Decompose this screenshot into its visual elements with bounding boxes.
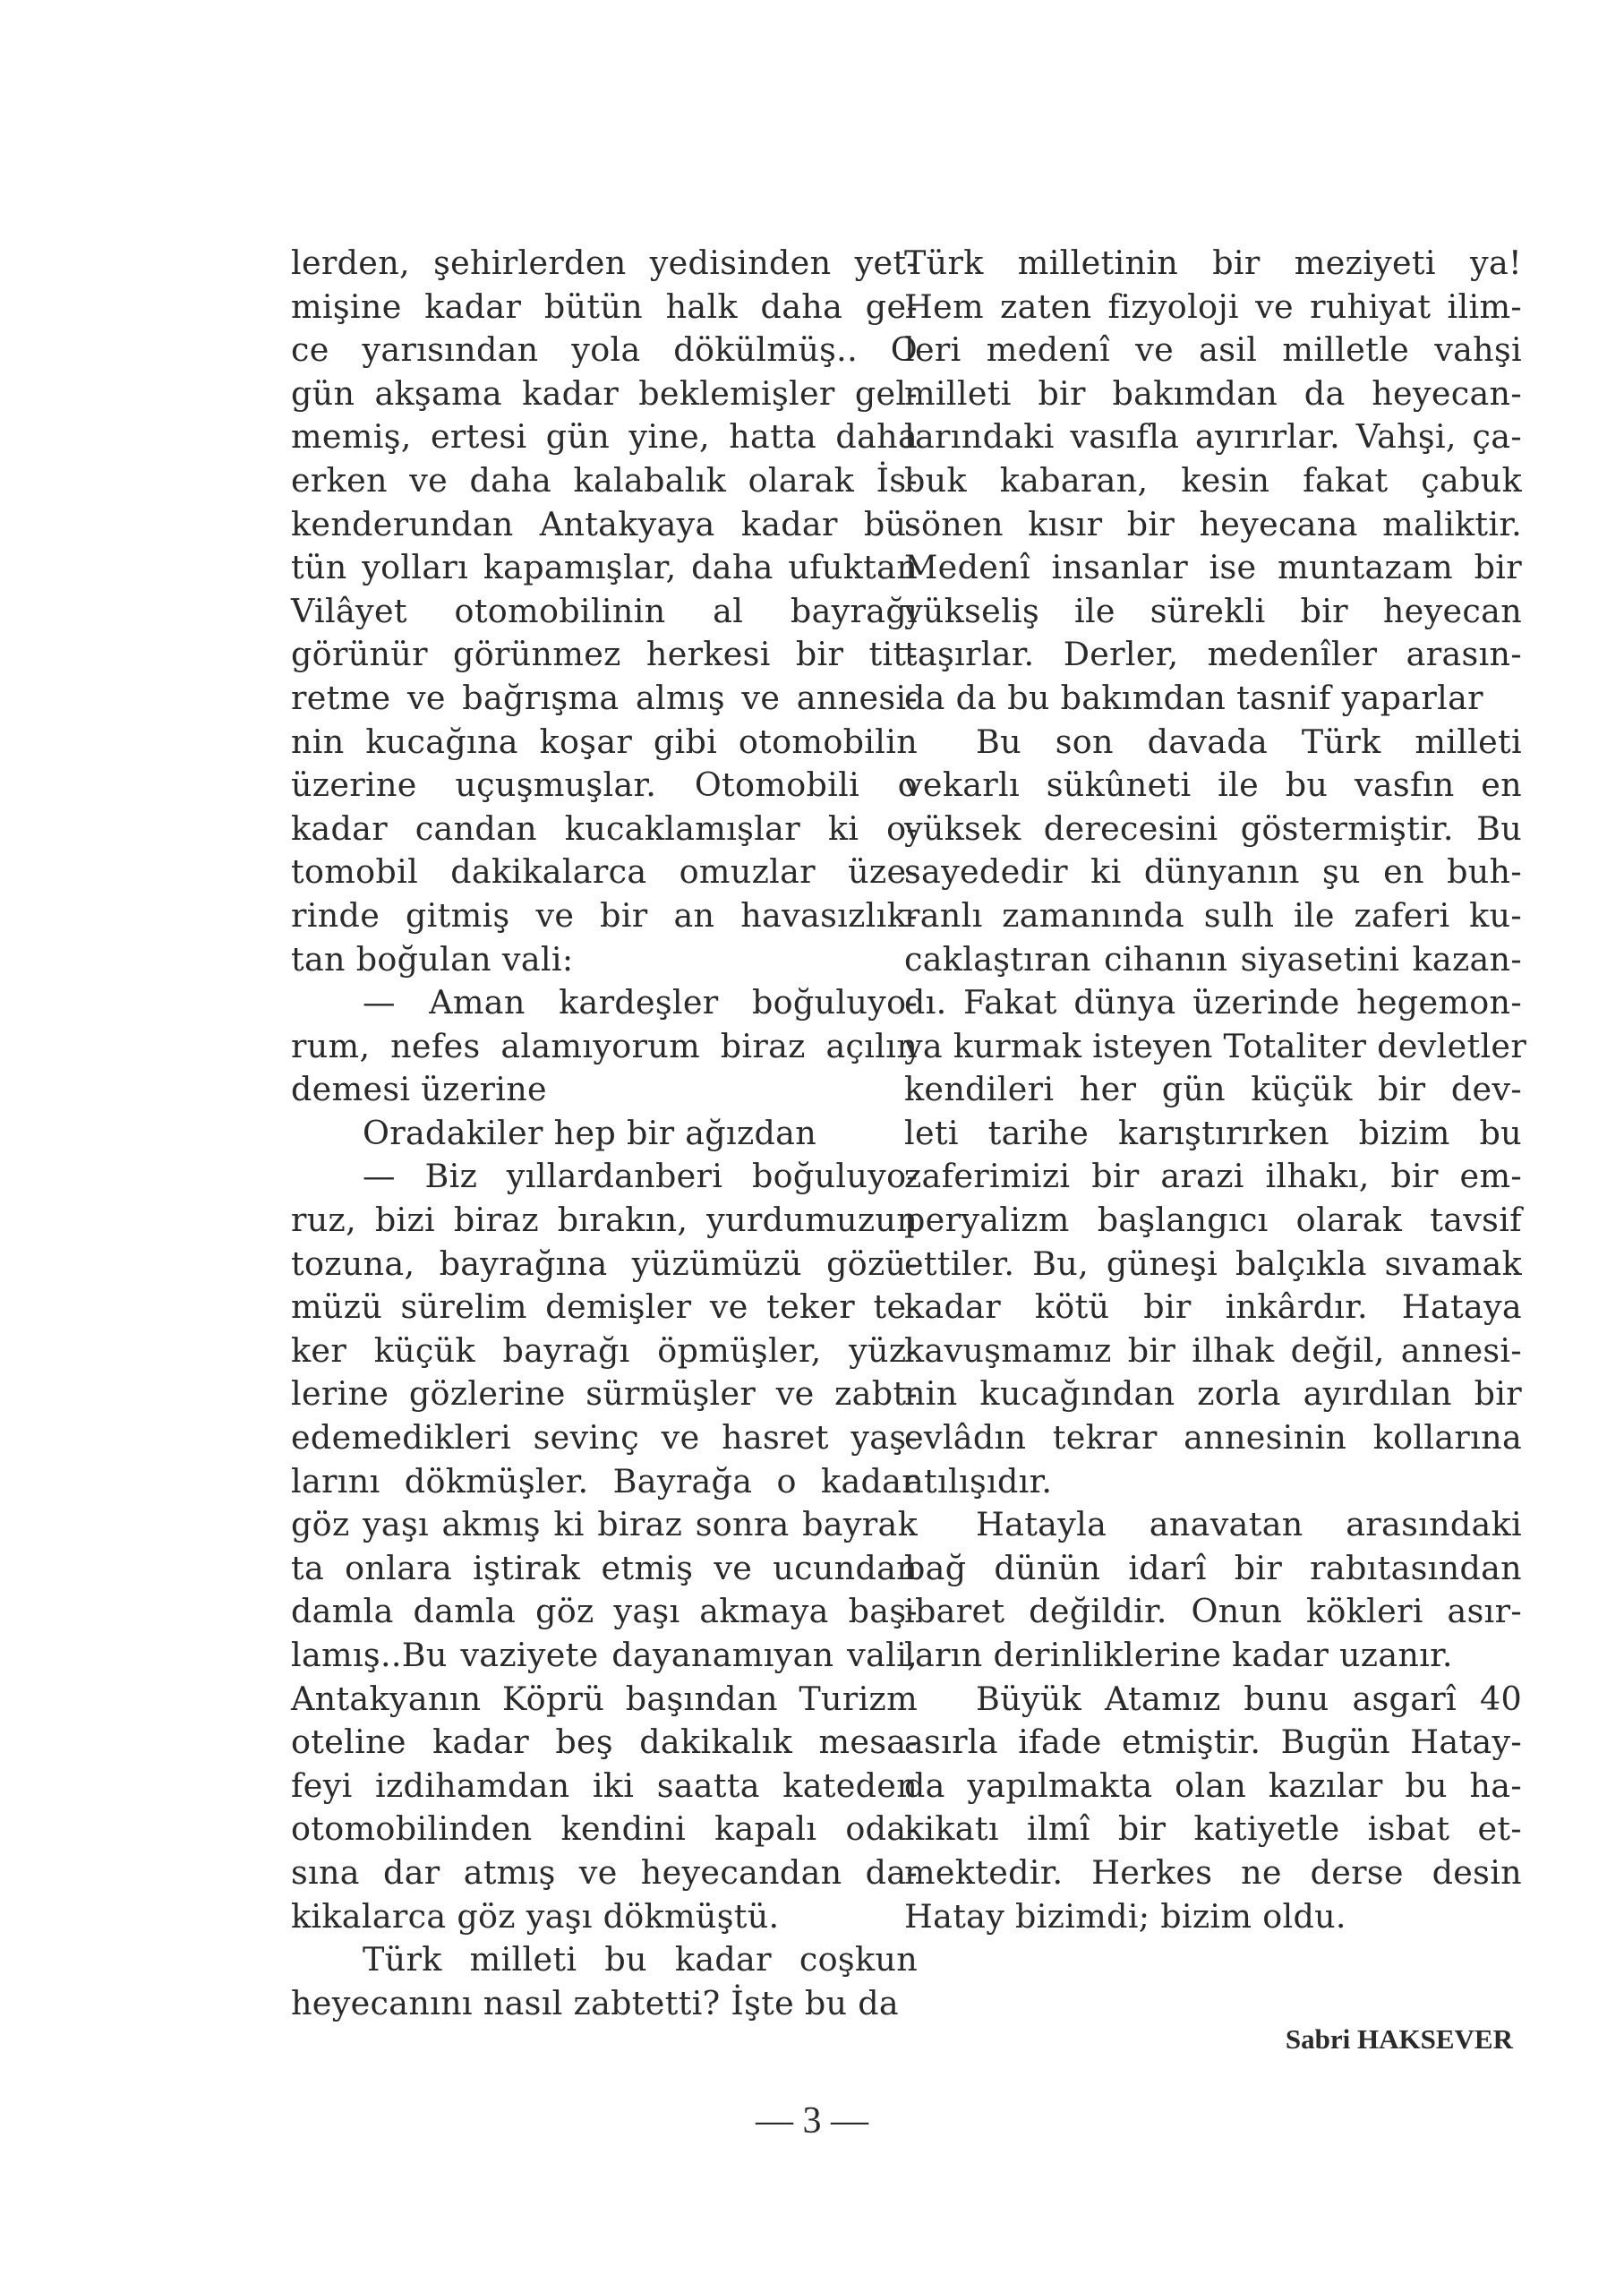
text-line: Büyük Atamız bunu asgarî 40 bbox=[976, 1679, 1522, 1718]
text-line: ce yarısından yola dökülmüş.. O bbox=[291, 330, 918, 370]
text-line: otomobilinden kendini kapalı oda- bbox=[291, 1809, 918, 1849]
text-line: kadar candan kucaklamışlar ki o- bbox=[291, 808, 918, 848]
text-line: Türk milleti bu kadar coşkun bbox=[363, 1940, 918, 1979]
text-line: ker küçük bayrağı öpmüşler, yüz- bbox=[291, 1330, 918, 1370]
text-line: lerine gözlerine sürmüşler ve zabt- bbox=[291, 1374, 918, 1414]
text-line: heyecanını nasıl zabtetti? İşte bu da bbox=[291, 1983, 899, 2022]
text-line: damla damla göz yaşı akmaya baş- bbox=[291, 1592, 918, 1631]
text-line: larındaki vasıfla ayırırlar. Vahşi, ça- bbox=[904, 417, 1522, 457]
text-line: yükseliş ile sürekli bir heyecan bbox=[904, 591, 1522, 630]
text-line: — Aman kardeşler boğuluyo- bbox=[363, 983, 918, 1022]
text-line: demesi üzerine bbox=[291, 1070, 547, 1109]
text-line: peryalizm başlangıcı olarak tavsif bbox=[904, 1201, 1522, 1240]
text-line: kikalarca göz yaşı dökmüştü. bbox=[291, 1896, 780, 1936]
text-line: oteline kadar beş dakikalık mesa- bbox=[291, 1723, 918, 1762]
text-line: vekarlı sükûneti ile bu vasfın en bbox=[904, 765, 1522, 805]
text-line: ranlı zamanında sulh ile zaferi ku- bbox=[904, 895, 1522, 935]
text-line: tomobil dakikalarca omuzlar üze- bbox=[291, 852, 918, 892]
text-line: milleti bir bakımdan da heyecan- bbox=[904, 373, 1522, 413]
text-line: tan boğulan vali: bbox=[291, 939, 574, 979]
text-line: Bu son davada Türk milleti bbox=[976, 722, 1522, 761]
text-line: üzerine uçuşmuşlar. Otomobili o bbox=[291, 765, 918, 805]
text-line: rum, nefes alamıyorum biraz açılın bbox=[291, 1026, 918, 1065]
text-line: ta onlara iştirak etmiş ve ucundan bbox=[291, 1548, 918, 1587]
text-line: ettiler. Bu, güneşi balçıkla sıvamak bbox=[904, 1244, 1522, 1283]
text-line: larını dökmüşler. Bayrağa o kadar bbox=[291, 1461, 918, 1500]
text-line: leri medenî ve asil milletle vahşi bbox=[904, 330, 1522, 370]
text-line: dı. Fakat dünya üzerinde hegemon- bbox=[904, 983, 1522, 1022]
text-line: Oradakiler hep bir ağızdan bbox=[363, 1113, 817, 1152]
text-line: tozuna, bayrağına yüzümüzü gözü- bbox=[291, 1244, 918, 1283]
text-line: Vilâyet otomobilinin al bayrağı bbox=[291, 591, 918, 630]
author-signature: Sabri HAKSEVER bbox=[1285, 2023, 1513, 2055]
text-line: memiş, ertesi gün yine, hatta daha bbox=[291, 417, 918, 457]
text-line: mektedir. Herkes ne derse desin bbox=[904, 1852, 1522, 1892]
text-line: asırla ifade etmiştir. Bugün Hatay- bbox=[904, 1723, 1522, 1762]
text-line: kenderundan Antakyaya kadar bü- bbox=[291, 504, 918, 543]
text-line: mişine kadar bütün halk daha ge- bbox=[291, 286, 918, 326]
text-line: evlâdın tekrar annesinin kollarına bbox=[904, 1418, 1522, 1458]
right-column bbox=[904, 242, 1527, 1938]
text-line: feyi izdihamdan iki saatta kateden bbox=[291, 1765, 918, 1805]
text-line: kendileri her gün küçük bir dev- bbox=[904, 1070, 1522, 1109]
text-line: Hatay bizimdi; bizim oldu. bbox=[904, 1896, 1346, 1936]
text-line: ibaret değildir. Onun kökleri asır- bbox=[904, 1592, 1522, 1631]
text-line: nin kucağından zorla ayırdılan bir bbox=[904, 1374, 1522, 1414]
text-line: rinde gitmiş ve bir an havasızlık- bbox=[291, 895, 918, 935]
text-line: caklaştıran cihanın siyasetini kazan- bbox=[904, 939, 1522, 979]
text-line: bağ dünün idarî bir rabıtasından bbox=[904, 1548, 1522, 1587]
text-line: atılışıdır. bbox=[904, 1461, 1053, 1500]
text-line: müzü sürelim demişler ve teker te- bbox=[291, 1287, 918, 1327]
text-line: kikatı ilmî bir katiyetle isbat et- bbox=[904, 1809, 1522, 1849]
text-line: Hem zaten fizyoloji ve ruhiyat ilim- bbox=[904, 286, 1522, 326]
text-line: ya kurmak isteyen Totaliter devletler bbox=[904, 1026, 1527, 1065]
text-line: leti tarihe karıştırırken bizim bu bbox=[904, 1113, 1522, 1152]
text-line: erken ve daha kalabalık olarak İs- bbox=[291, 460, 918, 500]
text-line: buk kabaran, kesin fakat çabuk bbox=[904, 460, 1522, 500]
text-line: sayededir ki dünyanın şu en buh- bbox=[904, 852, 1522, 892]
text-line: taşırlar. Derler, medenîler arasın- bbox=[904, 635, 1522, 674]
text-line: nin kucağına koşar gibi otomobilin bbox=[291, 722, 918, 761]
text-line: da yapılmakta olan kazılar bu ha- bbox=[904, 1765, 1522, 1805]
text-line: zaferimizi bir arazi ilhakı, bir em- bbox=[904, 1157, 1522, 1196]
text-line: Medenî insanlar ise muntazam bir bbox=[904, 548, 1522, 587]
text-line: kavuşmamız bir ilhak değil, annesi- bbox=[904, 1330, 1522, 1370]
text-line: göz yaşı akmış ki biraz sonra bayrak bbox=[291, 1505, 918, 1544]
text-line: sönen kısır bir heyecana maliktir. bbox=[904, 504, 1522, 543]
text-line: Türk milletinin bir meziyeti ya! bbox=[904, 244, 1522, 282]
text-line: ruz, bizi biraz bırakın, yurdumuzun bbox=[291, 1201, 918, 1240]
text-line: retme ve bağrışma almış ve annesi- bbox=[291, 678, 918, 717]
text-line: Hatayla anavatan arasındaki bbox=[976, 1505, 1522, 1544]
text-line: gün akşama kadar beklemişler gel- bbox=[291, 373, 918, 413]
text-line: kadar kötü bir inkârdır. Hataya bbox=[904, 1287, 1522, 1327]
text-line: da da bu bakımdan tasnif yaparlar bbox=[904, 678, 1483, 717]
text-line: sına dar atmış ve heyecandan da- bbox=[291, 1852, 918, 1892]
text-line: tün yolları kapamışlar, daha ufuktan bbox=[291, 548, 918, 587]
text-line: lamış..Bu vaziyete dayanamıyan vali, bbox=[291, 1636, 918, 1674]
left-column bbox=[291, 242, 918, 2025]
text-line: görünür görünmez herkesi bir tit- bbox=[291, 635, 918, 674]
text-line: edemedikleri sevinç ve hasret yaş- bbox=[291, 1418, 918, 1458]
text-line: lerden, şehirlerden yedisinden yet- bbox=[291, 244, 918, 282]
text-line: Antakyanın Köprü başından Turizm bbox=[291, 1679, 918, 1718]
page-number: — 3 — bbox=[756, 2100, 868, 2141]
text-line: ların derinliklerine kadar uzanır. bbox=[904, 1636, 1453, 1674]
text-line: — Biz yıllardanberi boğuluyo- bbox=[363, 1157, 918, 1196]
text-line: yüksek derecesini göstermiştir. Bu bbox=[904, 808, 1522, 848]
